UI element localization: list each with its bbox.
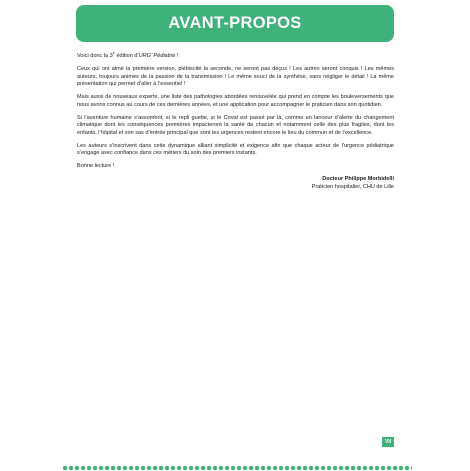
paragraph: Les auteurs s’inscrivent dans cette dynamique alliant simplicité et exigence afin que chaque acteur de l’urgence pédiatrique s’engage avec confiance dans ces métiers du soin des premiers instants. (77, 142, 394, 156)
signature-block (77, 176, 394, 191)
paragraph: Si l’aventure humaine s’assombrit, si le repli guette, si le Covid est passé par là, comme un lanceur d’alerte du changement climatique dont les conséquences premières impacteront la santé de chacun et notamment celle des plus fragiles, dont les enfants, l’hôpital et son sas d’entrée principal que sont les urgences restent encore le lieu du commun et de l’excellence. (77, 114, 394, 136)
title-banner (76, 5, 394, 42)
page-title: AVANT-PROPOS (168, 14, 302, 32)
page-number: VII (384, 439, 392, 445)
closing-line: Bonne lecture ! (77, 163, 115, 169)
author-title: Praticien hospitalier, CHU de Lille (311, 183, 394, 190)
intro-text-start: Voici donc la 3 (77, 53, 113, 59)
intro-text-middle: édition d’ (114, 53, 139, 59)
page-number-badge (382, 437, 394, 447)
paragraph: Mais aussi de nouveaux experts, une liste des pathologies abordées renouvelée qui prend en compte les bouleversements que nous avons connus au cours de ces dernières années, et une application pour accompagner le praticien dans son quotidien. (77, 94, 394, 108)
edition-superscript: e (112, 51, 115, 56)
foreword-body (77, 53, 394, 191)
intro-text-end: ! (175, 53, 179, 59)
intro-paragraph (77, 53, 394, 61)
dotted-border-decoration (62, 465, 412, 471)
author-name: Docteur Philippe Morbidelli (322, 176, 394, 182)
paragraph: Ceux qui ont aimé la première version, plébiscité la seconde, ne seront pas déçus ! Les autres seront conquis ! Les mêmes auteurs, toujours animés de la passion de la transmission ! Le même souci de la synthèse, sans négliger le détail ! La même présentation qui permet d’aller à l’essentiel ! (77, 66, 394, 87)
book-title: URG’ Pédiatrie (138, 53, 176, 59)
